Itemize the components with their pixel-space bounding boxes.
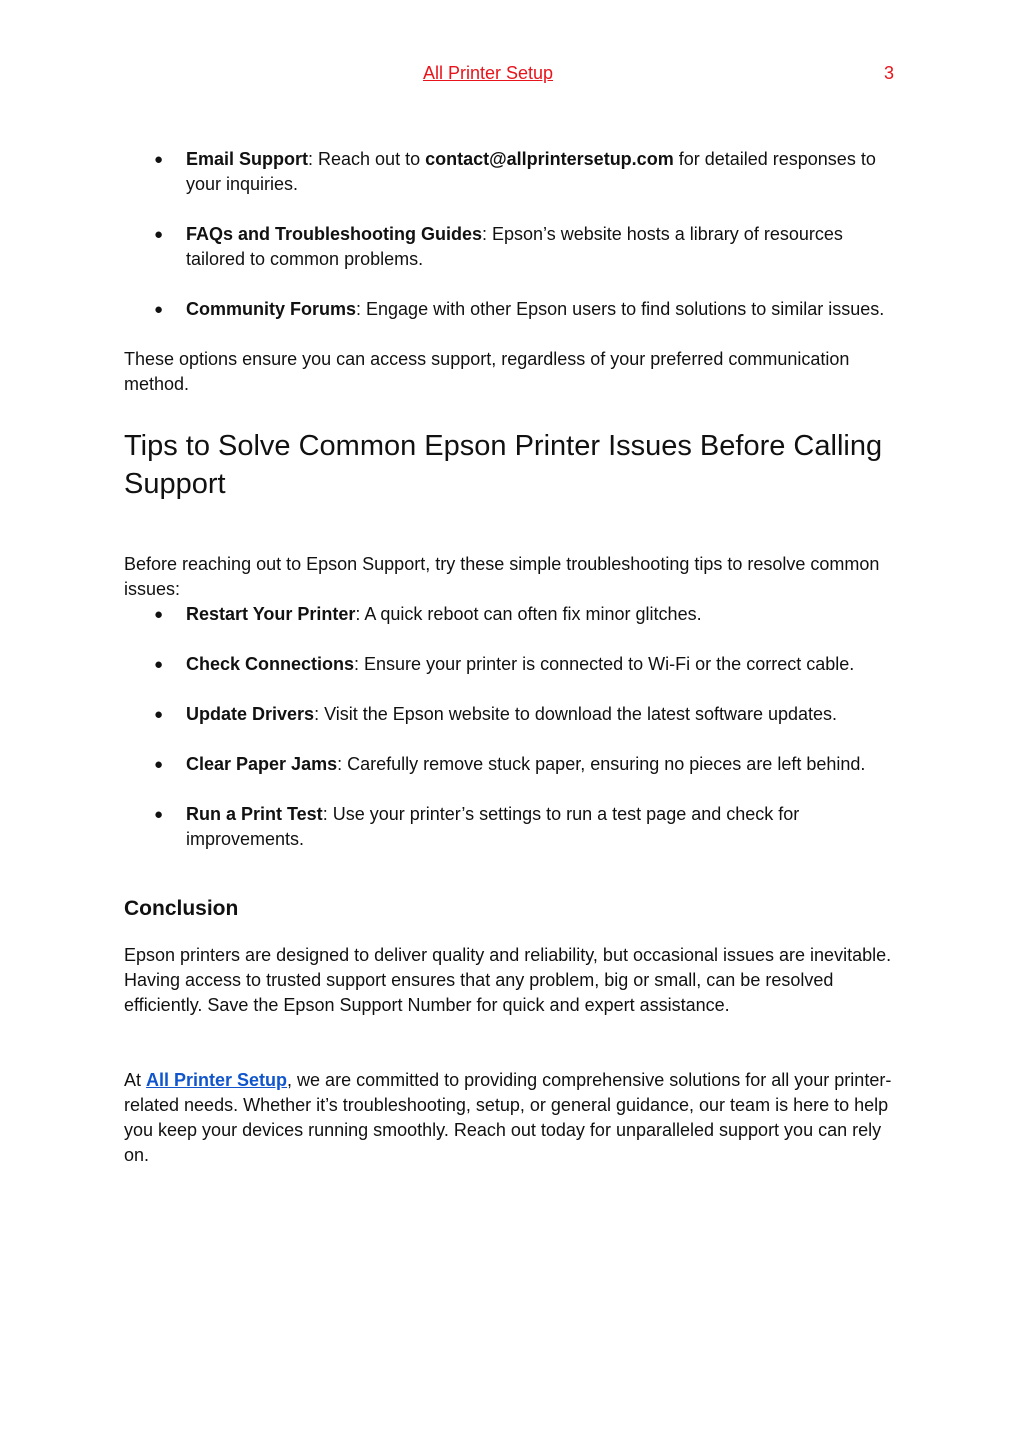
support-summary: These options ensure you can access support, regardless of your preferred communication method.	[124, 349, 850, 394]
item-label: Clear Paper Jams	[186, 754, 338, 774]
item-label: FAQs and Troubleshooting Guides	[186, 224, 483, 244]
list-item-drivers	[124, 702, 904, 727]
item-label: Run a Print Test	[186, 804, 323, 824]
closing-prefix: At	[124, 1070, 147, 1090]
conclusion-heading: Conclusion	[124, 897, 239, 920]
item-text: for detailed responses to your inquiries.	[186, 149, 876, 194]
item-label: Update Drivers	[186, 704, 315, 724]
list-item-email-support	[124, 147, 904, 197]
list-item-restart	[124, 602, 904, 627]
conclusion-text: Epson printers are designed to deliver quality and reliability, but occasional issues are inevitable. Having access to trusted support ensures that any problem, big or small, can be resolved efficiently. Save the Epson Support Number for quick and expert assistance.	[124, 945, 892, 1015]
page-number: 3	[884, 63, 895, 83]
item-text: : Epson’s website hosts a library of resources tailored to common problems.	[186, 224, 843, 269]
item-text: : Carefully remove stuck paper, ensuring no pieces are left behind.	[337, 754, 866, 774]
bullet-icon: ●	[154, 226, 164, 243]
closing-paragraph	[124, 1068, 904, 1168]
all-printer-setup-link[interactable]: All Printer Setup	[146, 1070, 288, 1090]
closing-suffix: , we are committed to providing comprehensive solutions for all your printer-related needs. Whether it’s troubleshooting, setup, or general guidance, our team is here to help you keep your devices running smoothly. Reach out today for unparalleled support you can rely on.	[124, 1070, 892, 1165]
item-label: Restart Your Printer	[186, 604, 356, 624]
list-item-faqs	[124, 222, 904, 272]
bullet-icon: ●	[154, 606, 164, 623]
tips-intro: Before reaching out to Epson Support, try these simple troubleshooting tips to resolve common issues:	[124, 554, 880, 599]
support-email: contact@allprintersetup.com	[425, 149, 674, 169]
list-item-paper-jams	[124, 752, 904, 777]
item-text: : Visit the Epson website to download the latest software updates.	[314, 704, 838, 724]
item-label: Email Support	[186, 149, 309, 169]
item-label: Community Forums	[186, 299, 357, 319]
header-site-link[interactable]: All Printer Setup	[423, 63, 554, 83]
list-item-community-forums	[124, 297, 904, 322]
item-text: : Reach out to	[308, 149, 426, 169]
bullet-icon: ●	[154, 151, 164, 168]
item-text: : Ensure your printer is connected to Wi-Fi or the correct cable.	[354, 654, 855, 674]
tips-heading: Tips to Solve Common Epson Printer Issues Before Calling Support	[124, 430, 883, 500]
bullet-icon: ●	[154, 706, 164, 723]
bullet-icon: ●	[154, 301, 164, 318]
list-item-print-test	[124, 802, 904, 852]
item-text: : Use your printer’s settings to run a test page and check for improvements.	[186, 804, 800, 849]
bullet-icon: ●	[154, 756, 164, 773]
tips-list	[124, 602, 904, 852]
bullet-icon: ●	[154, 806, 164, 823]
bullet-icon: ●	[154, 656, 164, 673]
support-options-list	[124, 147, 904, 322]
document-body	[124, 147, 904, 1168]
list-item-connections	[124, 652, 904, 677]
item-text: : A quick reboot can often fix minor glitches.	[355, 604, 702, 624]
item-text: : Engage with other Epson users to find solutions to similar issues.	[356, 299, 885, 319]
item-label: Check Connections	[186, 654, 355, 674]
